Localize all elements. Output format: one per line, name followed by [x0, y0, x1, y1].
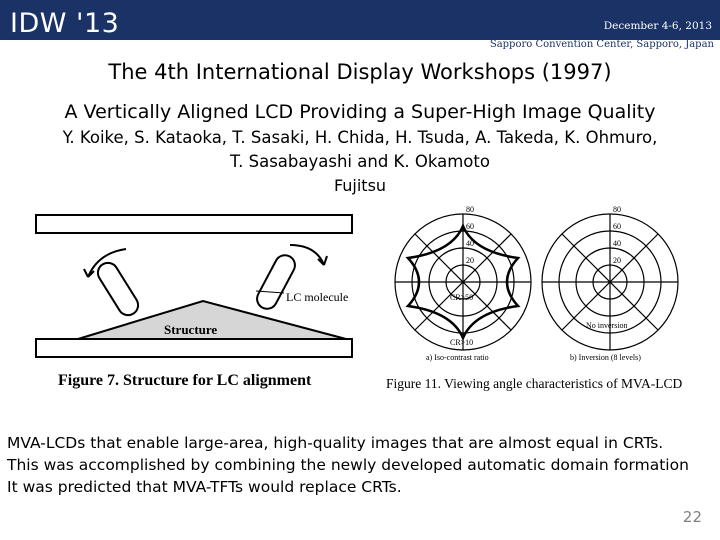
tick-label-20: 20	[466, 256, 474, 265]
slide-title: The 4th International Display Workshops (1997)	[108, 60, 612, 84]
no-inversion-label: No inversion	[586, 321, 628, 330]
tick-label-40: 40	[613, 239, 621, 248]
figure-7-caption: Figure 7. Structure for LC alignment	[58, 372, 312, 389]
authors-line-1: Y. Koike, S. Kataoka, T. Sasaki, H. Chida, H. Tsuda, A. Takeda, K. Ohmuro,	[62, 128, 658, 147]
figure-11-caption: Figure 11. Viewing angle characteristics of MVA-LCD	[386, 376, 683, 391]
summary-line-1: MVA-LCDs that enable large-area, high-quality images that are almost equal in CRTs.	[7, 434, 664, 452]
conference-logo: IDW '13	[10, 8, 120, 39]
header-bar	[0, 0, 720, 54]
iso-contrast-polar-plot	[395, 214, 531, 350]
page-number: 22	[682, 508, 702, 526]
affiliation: Fujitsu	[333, 176, 387, 195]
sub-caption-a: a) Iso-contrast ratio	[426, 353, 489, 362]
summary-line-3: It was predicted that MVA-TFTs would replace CRTs.	[7, 478, 402, 496]
tick-label-60: 60	[613, 222, 621, 231]
summary-line-2: This was accomplished by combining the newly developed automatic domain formation	[7, 456, 689, 474]
authors-line-2: T. Sasabayashi and K. Okamoto	[230, 152, 490, 171]
cr-high-label: CR>50	[450, 293, 474, 302]
paper-title: A Vertically Aligned LCD Providing a Super-High Image Quality	[64, 101, 656, 123]
bottom-substrate	[36, 339, 352, 357]
tick-label-80: 80	[466, 205, 474, 214]
conference-venue: Sapporo Convention Center, Sapporo, Japan	[489, 39, 714, 50]
lc-molecule-left	[94, 259, 142, 319]
summary-text	[7, 432, 689, 498]
top-substrate	[36, 215, 352, 233]
sub-caption-b: b) Inversion (8 levels)	[570, 353, 641, 362]
structure-label: Structure	[164, 322, 218, 337]
tick-label-40: 40	[466, 239, 474, 248]
tick-label-20: 20	[613, 256, 621, 265]
tick-label-80: 80	[613, 205, 621, 214]
conference-date: December 4-6, 2013	[603, 20, 712, 32]
tick-label-60: 60	[466, 222, 474, 231]
figure-7-diagram	[28, 205, 373, 395]
cr-low-label: CR>10	[450, 338, 474, 347]
lc-molecule-label: LC molecule	[286, 290, 349, 304]
figure-11-diagram	[378, 200, 698, 395]
